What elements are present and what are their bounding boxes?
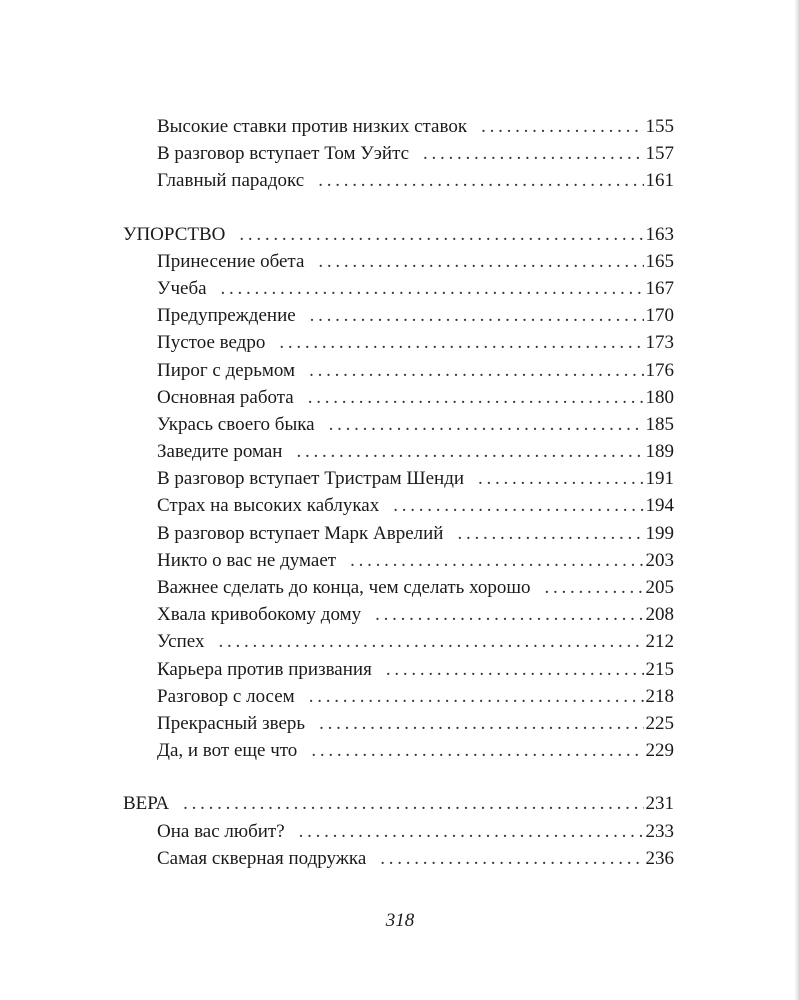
toc-entry-page: 236 — [645, 847, 674, 869]
dot-leader — [478, 465, 643, 492]
toc-entry — [0, 465, 800, 492]
toc-entry-page: 229 — [645, 740, 674, 762]
toc-entry-page: 205 — [645, 577, 674, 598]
toc-entry — [0, 275, 800, 302]
toc-entry — [0, 492, 800, 519]
toc-entry — [0, 683, 800, 710]
toc-entry — [0, 248, 800, 275]
toc-entry — [0, 357, 800, 384]
toc-entry-page: 176 — [645, 359, 674, 381]
toc-entry-page: 194 — [645, 495, 674, 517]
toc-entry-page: 208 — [645, 604, 674, 626]
dot-leader — [218, 628, 643, 655]
toc-entry-title: В разговор вступает Том Уэйтс — [157, 143, 410, 165]
toc-entry-page: 157 — [645, 143, 674, 165]
toc-entry-title: Принесение обета — [157, 250, 305, 272]
toc-entry — [0, 710, 800, 737]
dot-leader — [375, 601, 643, 628]
dot-leader — [423, 140, 643, 167]
dot-leader — [319, 710, 643, 737]
toc-entry-page: 212 — [645, 631, 674, 653]
toc-entry — [0, 628, 800, 655]
toc-entry-page: 233 — [645, 820, 674, 842]
toc-entry-title: Заведите роман — [157, 441, 283, 463]
toc-entry-page: 170 — [645, 305, 674, 327]
toc-entry — [0, 411, 800, 438]
dot-leader — [239, 221, 643, 248]
toc-entry — [0, 845, 800, 872]
dot-leader — [545, 574, 644, 601]
toc-entry-page: 191 — [645, 468, 674, 490]
dot-leader — [296, 438, 643, 465]
toc-entry-title: Она вас любит? — [157, 820, 285, 842]
toc-entry — [0, 140, 800, 167]
toc-entry-title: Самая скверная подружка — [157, 847, 367, 869]
toc-entry-page: 189 — [645, 441, 674, 463]
toc-entry — [0, 818, 800, 845]
toc-section-page: 163 — [645, 223, 674, 245]
dot-leader — [481, 113, 643, 140]
toc-entry-title: В разговор вступает Тристрам Шенди — [157, 468, 465, 490]
toc-entry-title: Предупреждение — [157, 305, 296, 327]
toc-entry-title: Никто о вас не думает — [157, 549, 337, 571]
dot-leader — [311, 737, 643, 764]
toc-entry — [0, 547, 800, 574]
toc-entry-page: 215 — [645, 658, 674, 680]
toc-entry-page: 165 — [645, 250, 674, 272]
toc-entry — [0, 656, 800, 683]
dot-leader — [318, 167, 643, 194]
toc-entry-title: Учеба — [157, 277, 207, 299]
toc-entry-title: Основная работа — [157, 386, 294, 408]
toc-section-title: УПОРСТВО — [123, 223, 226, 245]
toc-entry — [0, 384, 800, 411]
toc-entry-page: 199 — [645, 522, 674, 544]
page-number: 318 — [385, 910, 415, 931]
toc-entry-page: 167 — [645, 277, 674, 299]
toc-entry-title: Пирог с дерьмом — [157, 359, 296, 381]
dot-leader — [350, 547, 643, 574]
dot-leader — [380, 845, 643, 872]
toc-entry-page: 161 — [645, 170, 674, 192]
toc-group-3 — [0, 790, 800, 872]
toc-entry-title: В разговор вступает Марк Аврелий — [157, 522, 444, 544]
toc-group-1 — [0, 113, 800, 195]
dot-leader — [318, 248, 643, 275]
dot-leader — [309, 683, 644, 710]
toc-entry-page: 218 — [645, 685, 674, 707]
toc-entry — [0, 520, 800, 547]
toc-entry — [0, 737, 800, 764]
toc-entry-title: Разговор с лосем — [157, 685, 295, 707]
toc-entry-page: 185 — [645, 413, 674, 435]
toc-entry-title: Да, и вот еще что — [157, 740, 298, 762]
toc-group-2 — [0, 221, 800, 765]
toc-entry-title: Пустое ведро — [157, 332, 266, 354]
dot-leader — [309, 357, 643, 384]
toc-entry — [0, 438, 800, 465]
toc-entry — [0, 329, 800, 356]
toc-entry-title: Высокие ставки против низких ставок — [157, 116, 468, 137]
toc-entry — [0, 113, 800, 140]
toc-section-heading — [0, 221, 800, 248]
toc-entry — [0, 167, 800, 194]
toc-entry-title: Карьера против призвания — [157, 658, 372, 680]
toc-section-heading — [0, 790, 800, 817]
toc-entry-title: Страх на высоких каблуках — [157, 495, 380, 517]
toc-entry-page: 225 — [645, 712, 674, 734]
toc-entry-title: Хвала кривобокому дому — [157, 604, 362, 626]
toc-entry-page: 180 — [645, 386, 674, 408]
dot-leader — [299, 818, 644, 845]
toc-entry-title: Главный парадокс — [157, 170, 305, 192]
toc-entry-page: 155 — [645, 116, 674, 137]
dot-leader — [221, 275, 644, 302]
toc-entry-title: Важнее сделать до конца, чем сделать хорошо — [157, 577, 531, 598]
toc-entry-title: Успех — [157, 631, 205, 653]
toc-entry — [0, 574, 800, 601]
dot-leader — [183, 790, 643, 817]
dot-leader — [393, 492, 643, 519]
toc-entry — [0, 302, 800, 329]
toc-entry-page: 203 — [645, 549, 674, 571]
dot-leader — [308, 384, 644, 411]
toc-entry — [0, 601, 800, 628]
dot-leader — [310, 302, 644, 329]
dot-leader — [457, 520, 643, 547]
dot-leader — [329, 411, 644, 438]
dot-leader — [386, 656, 644, 683]
table-of-contents — [0, 113, 800, 872]
toc-section-title: ВЕРА — [123, 793, 170, 815]
toc-section-page: 231 — [645, 793, 674, 815]
toc-entry-title: Прекрасный зверь — [157, 712, 306, 734]
toc-entry-title: Укрась своего быка — [157, 413, 315, 435]
toc-entry-page: 173 — [645, 332, 674, 354]
dot-leader — [279, 329, 643, 356]
